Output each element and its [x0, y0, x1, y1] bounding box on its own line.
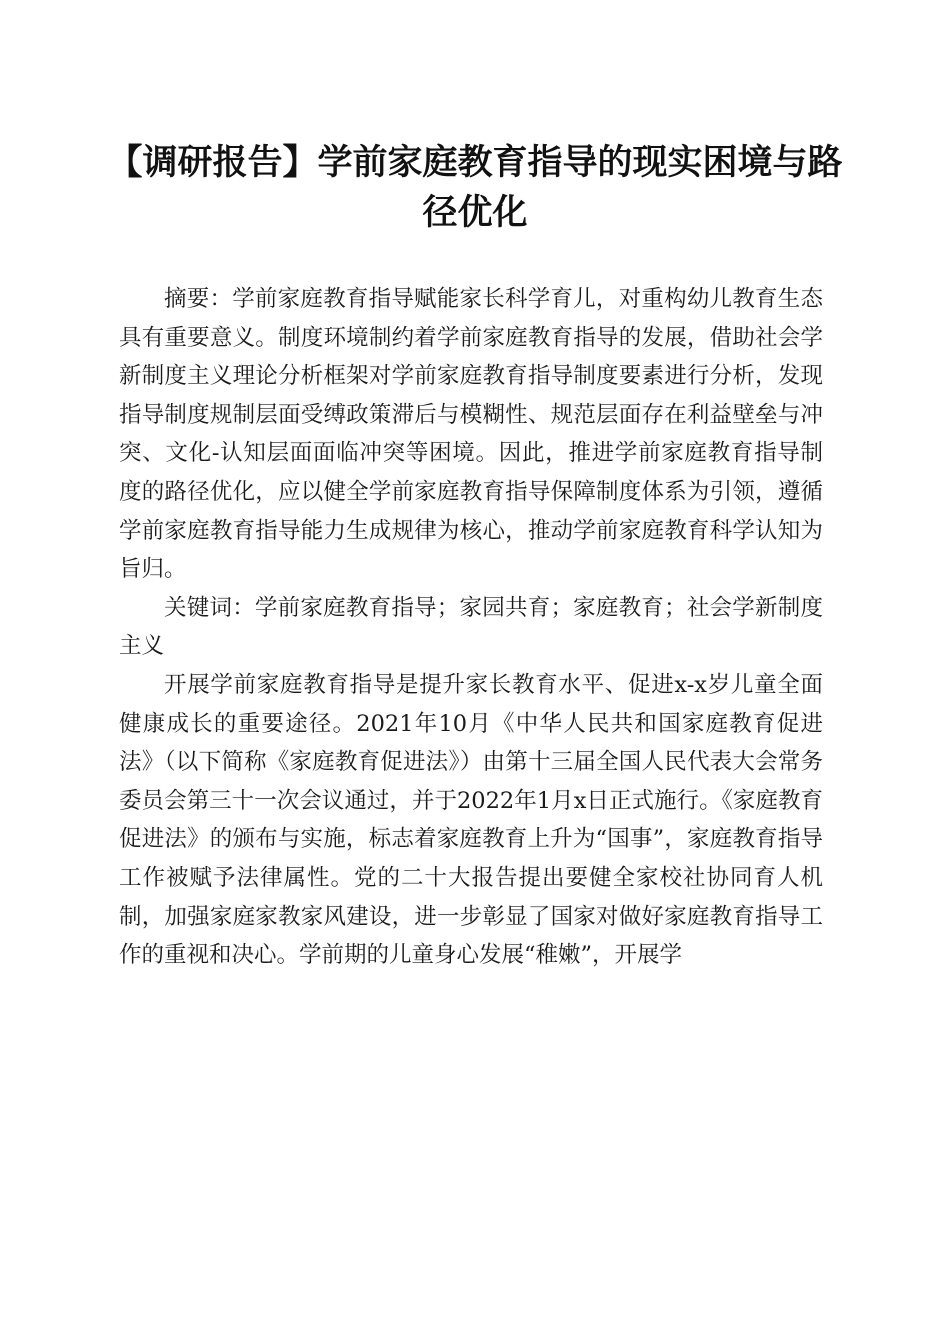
keywords-paragraph: 关键词：学前家庭教育指导；家园共育；家庭教育；社会学新制度主义	[119, 594, 823, 660]
document-body	[119, 280, 823, 975]
document-title: 【调研报告】学前家庭教育指导的现实困境与路径优化	[107, 143, 843, 233]
abstract-paragraph: 摘要：学前家庭教育指导赋能家长科学育儿，对重构幼儿教育生态具有重要意义。制度环境制约着学前家庭教育指导的发展，借助社会学新制度主义理论分析框架对学前家庭教育指导制度要素进行分析，发现指导制度规制层面受缚政策滞后与模糊性、规范层面存在利益壁垒与冲突、文化-认知层面面临冲突等困境。因此，推进学前家庭教育指导制度的路径优化，应以健全学前家庭教育指导保障制度体系为引领，遵循学前家庭教育指导能力生成规律为核心，推动学前家庭教育科学认知为旨归。	[119, 286, 823, 583]
body-paragraph: 开展学前家庭教育指导是提升家长教育水平、促进x-x岁儿童全面健康成长的重要途径。2021年10月《中华人民共和国家庭教育促进法》（以下简称《家庭教育促进法》）由第十三届全国人民代表大会常务委员会第三十一次会议通过，并于2022年1月x日正式施行。《家庭教育促进法》的颁布与实施，标志着家庭教育上升为“国事”，家庭教育指导工作被赋予法律属性。党的二十大报告提出要健全家校社协同育人机制，加强家庭家教家风建设，进一步彰显了国家对做好家庭教育指导工作的重视和决心。学前期的儿童身心发展“稚嫩”，开展学	[119, 671, 823, 969]
